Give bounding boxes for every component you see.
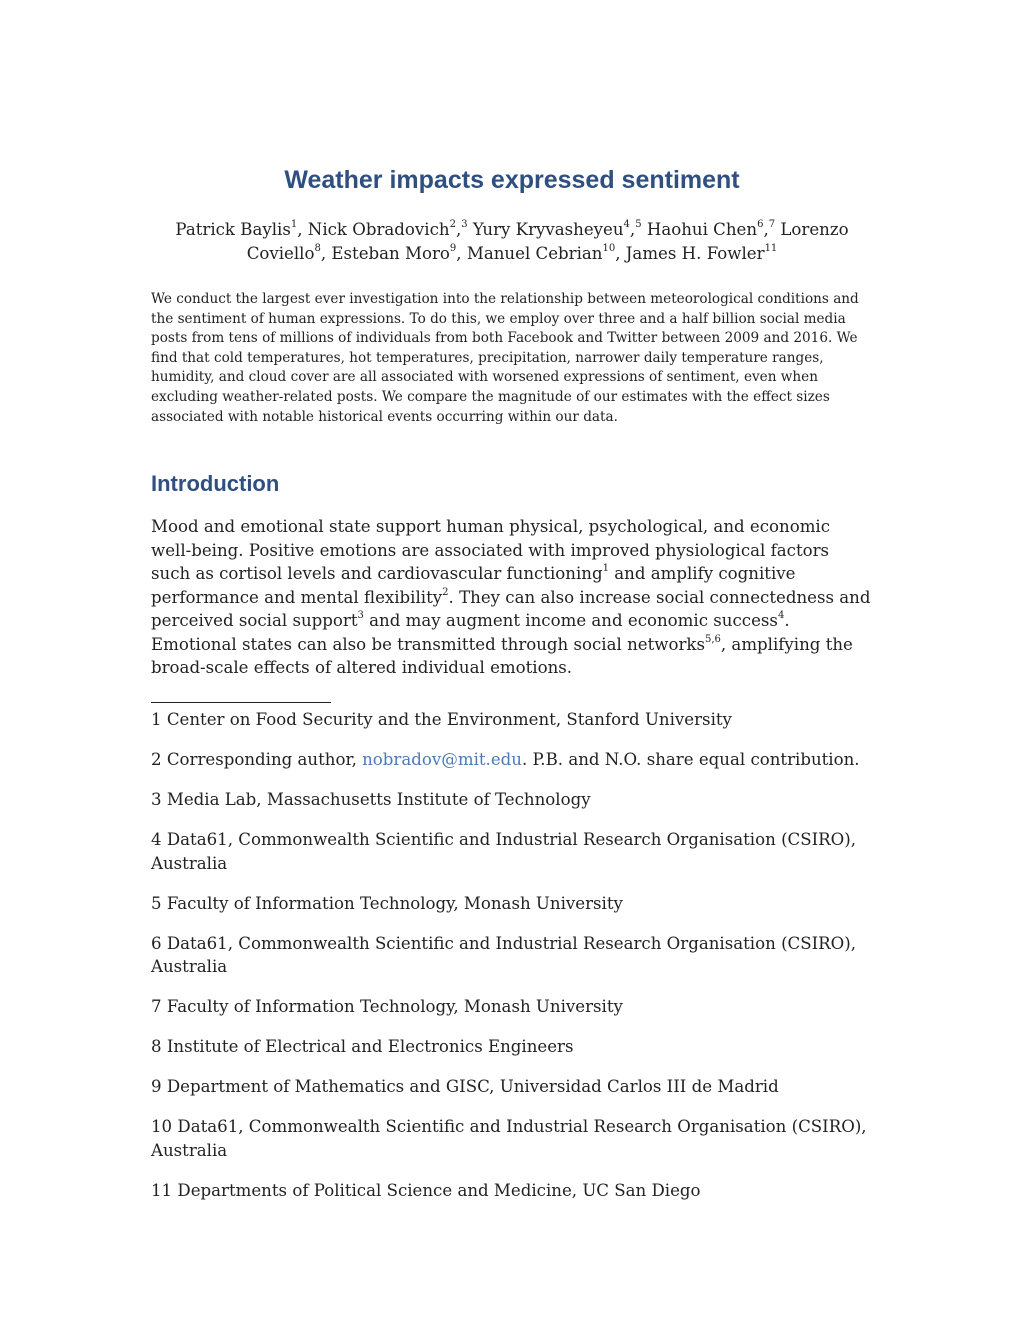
footnote-text: 2 Corresponding author, [151, 750, 363, 769]
affiliation-ref: 1 [290, 219, 298, 231]
affiliation-ref: 6 [757, 219, 764, 231]
email-link[interactable]: nobradov@mit.edu [362, 750, 522, 769]
citation-ref[interactable]: 1 [602, 563, 609, 575]
footnote: 3 Media Lab, Massachusetts Institute of Technology [151, 790, 591, 809]
author-name: Patrick Baylis [175, 220, 291, 239]
author-name: Esteban Moro [331, 244, 450, 263]
citation-ref[interactable]: 3 [357, 610, 364, 622]
affiliation-ref: 3 [461, 219, 468, 231]
footnote: 5 Faculty of Information Technology, Monash University [151, 893, 623, 913]
footnote: 11 Departments of Political Science and Medicine, UC San Diego [151, 1180, 701, 1200]
intro-text: , amplifying the broad-scale effects of altered individual emotions. [151, 634, 853, 677]
footnote: 1 Center on Food Security and the Environment, Stanford University [151, 710, 732, 729]
affiliation-ref: 10 [602, 243, 616, 255]
citation-ref[interactable]: 4 [777, 610, 785, 622]
affiliation-ref: 5 [635, 219, 642, 231]
intro-text: . They can also increase social connectedness and perceived social support [151, 587, 871, 630]
footnote: 10 Data61, Commonwealth Scientific and Industrial Research Organisation (CSIRO), Australia [151, 1117, 867, 1160]
author-name: Manuel Cebrian [466, 244, 603, 263]
citation-ref[interactable]: 5,6 [704, 633, 721, 645]
author-name: Nick Obradovich [307, 220, 450, 239]
footnote [151, 748, 881, 772]
affiliation-ref: 11 [764, 243, 778, 255]
author-name: Yury Kryvasheyeu [472, 220, 624, 239]
author-name: Haohui Chen [646, 220, 758, 239]
footnote-divider [151, 702, 331, 703]
intro-text: and may augment income and economic success [363, 611, 778, 630]
citation-ref[interactable]: 2 [442, 586, 449, 598]
footnote-list [151, 708, 881, 1219]
affiliation-ref: 9 [449, 243, 457, 255]
author-name: Lorenzo Coviello [246, 220, 849, 263]
introduction-paragraph [151, 515, 871, 680]
author-name: James H. Fowler [625, 244, 765, 263]
intro-text: Mood and emotional state support human physical, psychological, and economic well-being. Positive emotions are associated with improved physiological factors such as cortisol levels and cardiovascular functioning [151, 517, 831, 583]
intro-text: and amplify cognitive performance and mental flexibility [151, 564, 796, 607]
section-heading-introduction: Introduction [151, 471, 280, 496]
footnote: 7 Faculty of Information Technology, Monash University [151, 997, 623, 1016]
intro-text: . Emotional states can also be transmitted through social networks [151, 611, 790, 654]
footnote: 4 Data61, Commonwealth Scientific and Industrial Research Organisation (CSIRO), Australia [151, 830, 857, 873]
affiliation-ref: 4 [623, 219, 630, 231]
abstract: We conduct the largest ever investigation into the relationship between meteorological conditions and the sentiment of human expressions. To do this, we employ over three and a half billion social media posts from tens of millions of individuals from both Facebook and Twitter between 2009 and 2016. We find that cold temperatures, hot temperatures, precipitation, narrower daily temperature ranges, humidity, and cloud cover are all associated with worsened expressions of sentiment, even when excluding weather-related posts. We compare the magnitude of our estimates with the effect sizes associated with notable historical events occurring within our data. [151, 291, 859, 425]
footnote: 6 Data61, Commonwealth Scientific and Industrial Research Organisation (CSIRO), Australia [151, 933, 857, 976]
affiliation-ref: 7 [768, 219, 776, 231]
affiliation-ref: 2 [449, 219, 456, 231]
footnote: 9 Department of Mathematics and GISC, Universidad Carlos III de Madrid [151, 1077, 779, 1096]
author-list: Patrick Baylis$^1$, Nick Obradovich$^2$,$^3$ Yury Kryvasheyeu$^4$,$^5$ Haohui Chen$^6$,$^7$ Lorenzo Coviello$^8$, Esteban Moro$^9$, Manuel Cebrian$^{10}$, James H. Fowler$^{11}$ [175, 219, 849, 263]
footnote: 8 Institute of Electrical and Electronics Engineers [151, 1037, 574, 1056]
footnote-text: . P.B. and N.O. share equal contribution. [521, 750, 860, 769]
affiliation-ref: 8 [314, 243, 321, 255]
paper-title: Weather impacts expressed sentiment [284, 166, 740, 194]
